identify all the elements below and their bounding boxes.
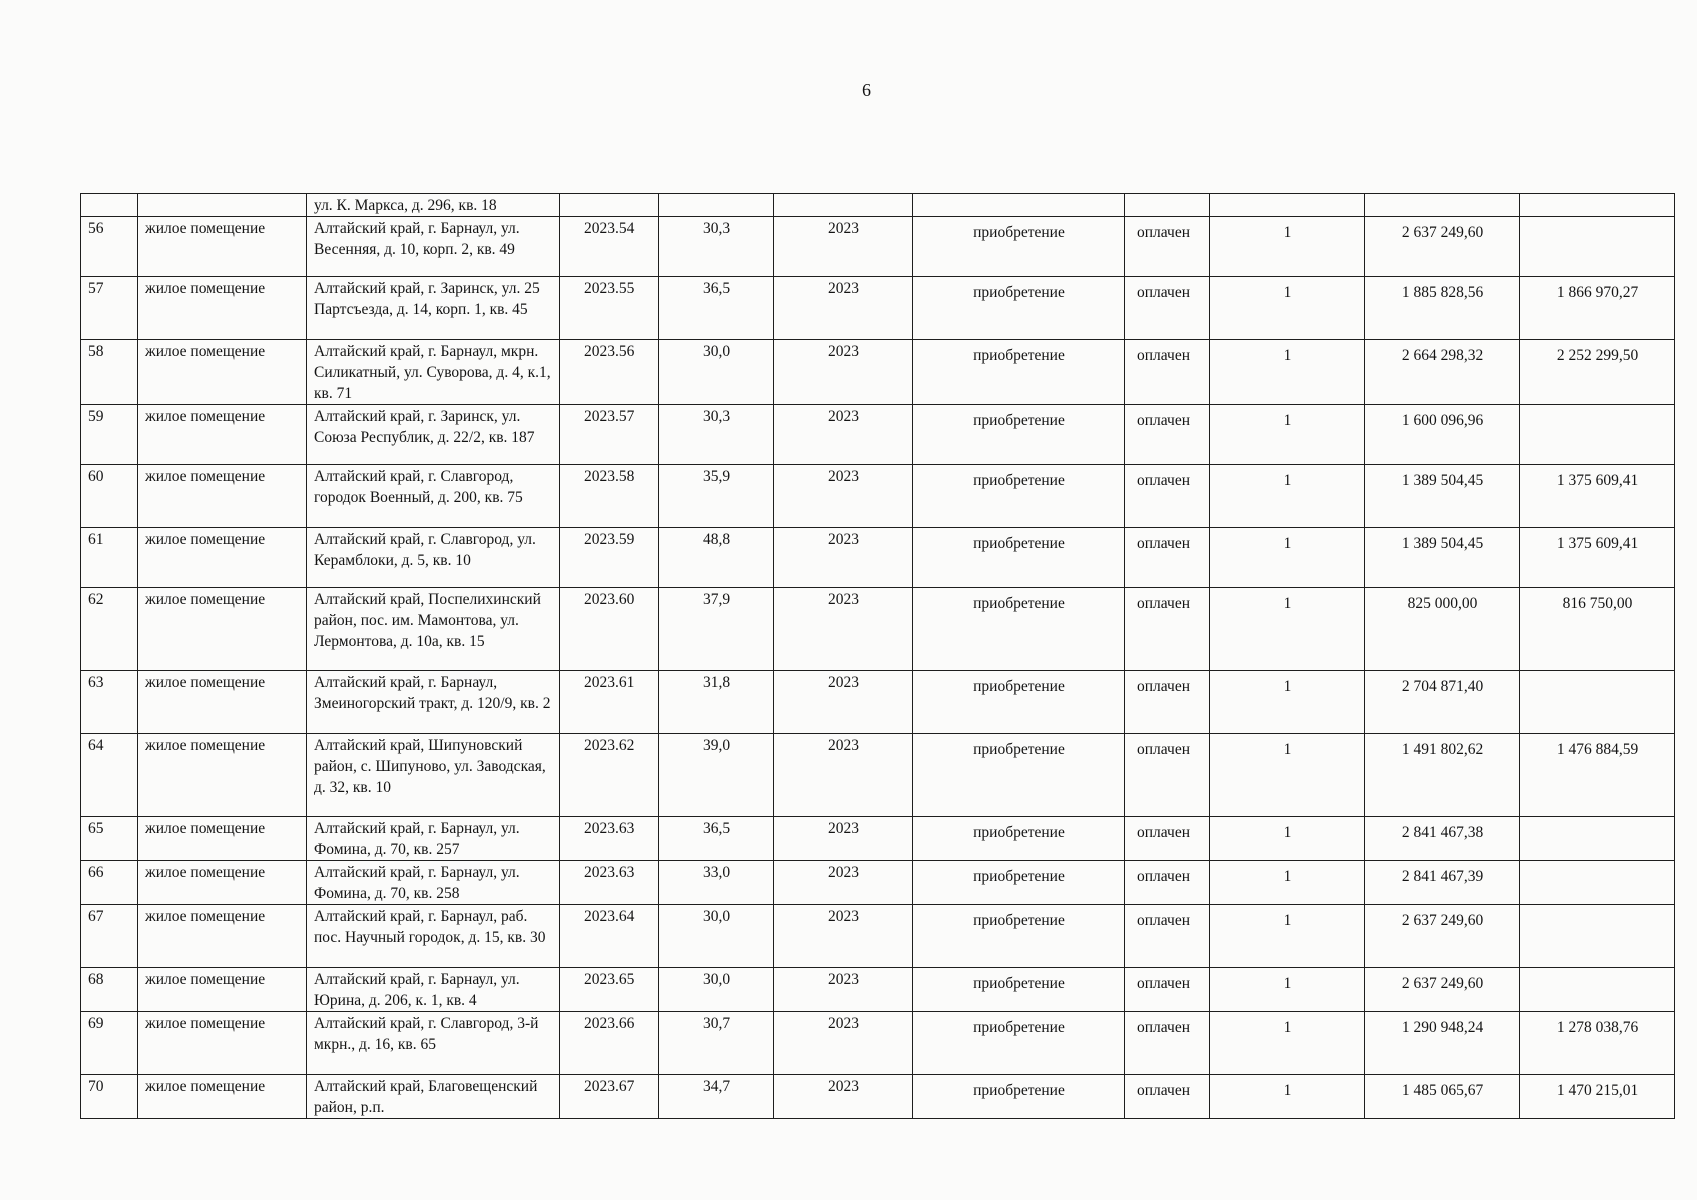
payment-status: оплачен [1125,217,1210,277]
row-number: 65 [81,817,138,861]
property-address: Алтайский край, г. Барнаул, мкрн. Силикатный, ул. Суворова, д. 4, к.1, кв. 71 [307,340,560,405]
paid-amount: 1 866 970,27 [1520,277,1675,340]
quantity-value: 1 [1210,340,1365,405]
payment-status: оплачен [1125,861,1210,905]
paid-amount [1520,861,1675,905]
area-value: 30,0 [659,340,774,405]
quantity-value: 1 [1210,405,1365,465]
action-type: приобретение [913,817,1125,861]
record-code: 2023.64 [560,905,659,968]
action-type: приобретение [913,968,1125,1012]
payment-status: оплачен [1125,817,1210,861]
table-row [81,968,1675,1012]
area-value: 36,5 [659,277,774,340]
record-code: 2023.65 [560,968,659,1012]
payment-status: оплачен [1125,1075,1210,1119]
record-code: 2023.57 [560,405,659,465]
paid-amount: 1 375 609,41 [1520,465,1675,528]
quantity-value: 1 [1210,1075,1365,1119]
action-type: приобретение [913,588,1125,671]
area-value: 30,3 [659,217,774,277]
year-value: 2023 [774,905,913,968]
property-type: жилое помещение [138,588,307,671]
property-address: Алтайский край, г. Барнаул, ул. Фомина, д. 70, кв. 258 [307,861,560,905]
price-value: 2 704 871,40 [1365,671,1520,734]
table-row [81,340,1675,405]
record-code: 2023.56 [560,340,659,405]
year-value: 2023 [774,405,913,465]
row-number: 61 [81,528,138,588]
paid-amount: 1 476 884,59 [1520,734,1675,817]
paid-amount [1520,968,1675,1012]
payment-status: оплачен [1125,340,1210,405]
action-type: приобретение [913,671,1125,734]
quantity-value: 1 [1210,861,1365,905]
property-address: Алтайский край, г. Барнаул, ул. Фомина, д. 70, кв. 257 [307,817,560,861]
quantity-value: 1 [1210,217,1365,277]
property-type: жилое помещение [138,861,307,905]
property-type: жилое помещение [138,217,307,277]
property-address: Алтайский край, г. Барнаул, ул. Весенняя, д. 10, корп. 2, кв. 49 [307,217,560,277]
property-type: жилое помещение [138,1075,307,1119]
record-code: 2023.62 [560,734,659,817]
paid-amount [1520,817,1675,861]
payment-status: оплачен [1125,734,1210,817]
area-value: 30,0 [659,905,774,968]
area-value: 39,0 [659,734,774,817]
table-row [81,405,1675,465]
table-row [81,588,1675,671]
row-number: 63 [81,671,138,734]
table-row [81,277,1675,340]
price-value: 2 637 249,60 [1365,905,1520,968]
year-value: 2023 [774,1012,913,1075]
action-type: приобретение [913,340,1125,405]
price-value [1365,194,1520,217]
row-number: 59 [81,405,138,465]
area-value: 34,7 [659,1075,774,1119]
year-value [774,194,913,217]
property-type: жилое помещение [138,528,307,588]
action-type: приобретение [913,217,1125,277]
row-number: 67 [81,905,138,968]
table-row [81,465,1675,528]
property-type: жилое помещение [138,277,307,340]
paid-amount: 1 278 038,76 [1520,1012,1675,1075]
year-value: 2023 [774,277,913,340]
action-type: приобретение [913,528,1125,588]
year-value: 2023 [774,817,913,861]
area-value: 37,9 [659,588,774,671]
area-value: 30,3 [659,405,774,465]
property-type: жилое помещение [138,465,307,528]
property-address: Алтайский край, г. Славгород, ул. Керамблоки, д. 5, кв. 10 [307,528,560,588]
record-code: 2023.61 [560,671,659,734]
action-type: приобретение [913,1075,1125,1119]
year-value: 2023 [774,1075,913,1119]
year-value: 2023 [774,528,913,588]
property-type: жилое помещение [138,734,307,817]
table-row [81,671,1675,734]
row-number: 57 [81,277,138,340]
price-value: 1 389 504,45 [1365,528,1520,588]
price-value: 2 637 249,60 [1365,217,1520,277]
row-number: 68 [81,968,138,1012]
payment-status: оплачен [1125,588,1210,671]
paid-amount: 2 252 299,50 [1520,340,1675,405]
payment-status: оплачен [1125,905,1210,968]
year-value: 2023 [774,340,913,405]
payment-status: оплачен [1125,277,1210,340]
record-code: 2023.60 [560,588,659,671]
action-type [913,194,1125,217]
action-type: приобретение [913,905,1125,968]
action-type: приобретение [913,465,1125,528]
price-value: 825 000,00 [1365,588,1520,671]
action-type: приобретение [913,861,1125,905]
quantity-value: 1 [1210,734,1365,817]
paid-amount [1520,405,1675,465]
property-address: Алтайский край, г. Барнаул, раб. пос. Научный городок, д. 15, кв. 30 [307,905,560,968]
year-value: 2023 [774,734,913,817]
table-row [81,905,1675,968]
year-value: 2023 [774,588,913,671]
payment-status: оплачен [1125,405,1210,465]
paid-amount: 816 750,00 [1520,588,1675,671]
property-type: жилое помещение [138,1012,307,1075]
row-number: 66 [81,861,138,905]
record-code: 2023.59 [560,528,659,588]
row-number: 70 [81,1075,138,1119]
year-value: 2023 [774,968,913,1012]
record-code: 2023.55 [560,277,659,340]
property-type: жилое помещение [138,817,307,861]
property-address: Алтайский край, Шипуновский район, с. Шипуново, ул. Заводская, д. 32, кв. 10 [307,734,560,817]
payment-status: оплачен [1125,968,1210,1012]
row-number: 64 [81,734,138,817]
payment-status: оплачен [1125,671,1210,734]
paid-amount [1520,194,1675,217]
property-address: Алтайский край, Благовещенский район, р.п. [307,1075,560,1119]
price-value: 1 485 065,67 [1365,1075,1520,1119]
area-value: 31,8 [659,671,774,734]
area-value: 35,9 [659,465,774,528]
property-address: Алтайский край, г. Барнаул, ул. Юрина, д. 206, к. 1, кв. 4 [307,968,560,1012]
record-code: 2023.63 [560,861,659,905]
area-value: 36,5 [659,817,774,861]
property-registry-table [80,193,1675,1119]
property-type: жилое помещение [138,968,307,1012]
paid-amount [1520,217,1675,277]
property-type: жилое помещение [138,905,307,968]
price-value: 1 885 828,56 [1365,277,1520,340]
price-value: 2 841 467,38 [1365,817,1520,861]
property-address: Алтайский край, Поспелихинский район, пос. им. Мамонтова, ул. Лермонтова, д. 10а, кв. 15 [307,588,560,671]
area-value: 30,0 [659,968,774,1012]
paid-amount: 1 470 215,01 [1520,1075,1675,1119]
payment-status: оплачен [1125,465,1210,528]
area-value: 33,0 [659,861,774,905]
quantity-value: 1 [1210,277,1365,340]
quantity-value: 1 [1210,905,1365,968]
price-value: 1 389 504,45 [1365,465,1520,528]
price-value: 2 637 249,60 [1365,968,1520,1012]
year-value: 2023 [774,671,913,734]
row-number: 58 [81,340,138,405]
year-value: 2023 [774,465,913,528]
payment-status: оплачен [1125,1012,1210,1075]
table-row [81,194,1675,217]
table-row [81,734,1675,817]
quantity-value: 1 [1210,588,1365,671]
property-address: Алтайский край, г. Заринск, ул. 25 Партсъезда, д. 14, корп. 1, кв. 45 [307,277,560,340]
table-row [81,817,1675,861]
property-address: Алтайский край, г. Славгород, 3-й мкрн., д. 16, кв. 65 [307,1012,560,1075]
payment-status: оплачен [1125,528,1210,588]
row-number: 60 [81,465,138,528]
action-type: приобретение [913,734,1125,817]
row-number: 62 [81,588,138,671]
price-value: 2 664 298,32 [1365,340,1520,405]
page-number: 6 [862,80,871,100]
year-value: 2023 [774,861,913,905]
quantity-value: 1 [1210,671,1365,734]
paid-amount [1520,905,1675,968]
table-row [81,528,1675,588]
record-code: 2023.63 [560,817,659,861]
table-row [81,861,1675,905]
area-value [659,194,774,217]
quantity-value: 1 [1210,1012,1365,1075]
table-row [81,1075,1675,1119]
property-type [138,194,307,217]
area-value: 30,7 [659,1012,774,1075]
quantity-value: 1 [1210,528,1365,588]
action-type: приобретение [913,1012,1125,1075]
row-number [81,194,138,217]
record-code [560,194,659,217]
quantity-value: 1 [1210,968,1365,1012]
action-type: приобретение [913,405,1125,465]
paid-amount: 1 375 609,41 [1520,528,1675,588]
quantity-value [1210,194,1365,217]
paid-amount [1520,671,1675,734]
quantity-value: 1 [1210,817,1365,861]
price-value: 1 290 948,24 [1365,1012,1520,1075]
property-address: ул. К. Маркса, д. 296, кв. 18 [307,194,560,217]
record-code: 2023.54 [560,217,659,277]
action-type: приобретение [913,277,1125,340]
property-address: Алтайский край, г. Барнаул, Змеиногорский тракт, д. 120/9, кв. 2 [307,671,560,734]
price-value: 2 841 467,39 [1365,861,1520,905]
payment-status [1125,194,1210,217]
quantity-value: 1 [1210,465,1365,528]
property-type: жилое помещение [138,671,307,734]
table-row [81,217,1675,277]
row-number: 56 [81,217,138,277]
row-number: 69 [81,1012,138,1075]
property-address: Алтайский край, г. Заринск, ул. Союза Республик, д. 22/2, кв. 187 [307,405,560,465]
record-code: 2023.58 [560,465,659,528]
price-value: 1 491 802,62 [1365,734,1520,817]
property-type: жилое помещение [138,340,307,405]
property-type: жилое помещение [138,405,307,465]
property-address: Алтайский край, г. Славгород, городок Военный, д. 200, кв. 75 [307,465,560,528]
table-row [81,1012,1675,1075]
record-code: 2023.66 [560,1012,659,1075]
year-value: 2023 [774,217,913,277]
area-value: 48,8 [659,528,774,588]
record-code: 2023.67 [560,1075,659,1119]
price-value: 1 600 096,96 [1365,405,1520,465]
